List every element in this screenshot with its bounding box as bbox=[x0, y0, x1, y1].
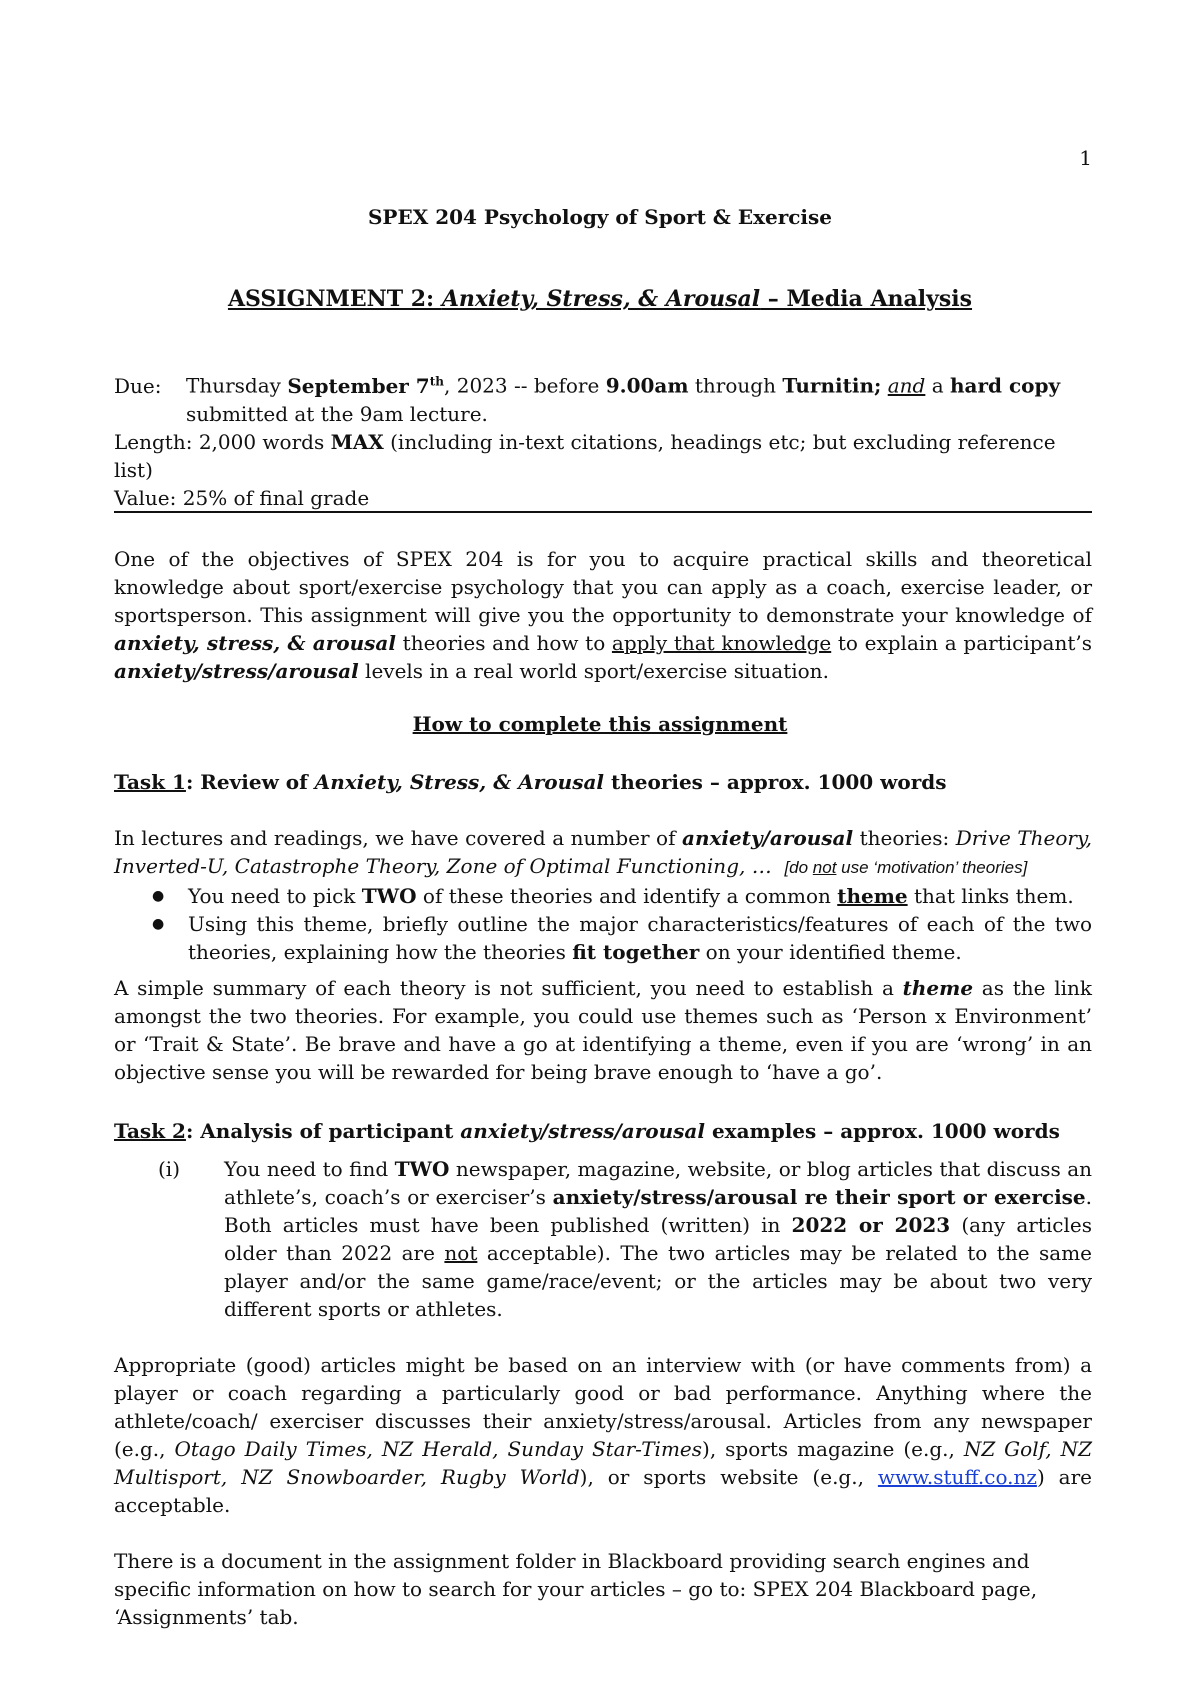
item-h: acceptable). The two articles may be related to the same player and/or the same game/race/event; or the articles may be about two very different sports or athletes. bbox=[224, 1241, 1092, 1321]
task1-note-not: not bbox=[812, 858, 837, 877]
item-c: newspaper, magazine, website, or blog articles that discuss an athlete’s, coach’s or exerciser’s bbox=[224, 1157, 1092, 1209]
bullet1-b: TWO bbox=[361, 884, 417, 908]
task2-p1-d: ) are acceptable. bbox=[114, 1465, 1092, 1517]
task2-paragraph-2: There is a document in the assignment folder in Blackboard providing search engines and specific information on how to search for your articles – go to: SPEX 204 Blackboard page, ‘Assignments’ tab. bbox=[114, 1549, 1038, 1629]
task1-paragraph-2 bbox=[114, 974, 1092, 1086]
task1-body bbox=[114, 824, 1092, 1086]
due-hardcopy: hard copy bbox=[949, 373, 1061, 398]
task1-p1-b: anxiety/arousal bbox=[682, 826, 854, 850]
task2-p1-c: ), or sports website (e.g., bbox=[579, 1465, 878, 1489]
course-title: SPEX 204 Psychology of Sport & Exercise bbox=[367, 205, 833, 229]
item-f: 2022 or 2023 bbox=[791, 1213, 951, 1237]
task1-p2-a: A simple summary of each theory is not sufficient, you need to establish a bbox=[114, 976, 903, 1000]
task1-bullet-1 bbox=[114, 882, 1092, 910]
how-to-heading: How to complete this assignment bbox=[412, 712, 788, 736]
assignment-title bbox=[0, 286, 1200, 312]
task1-p2-b: theme bbox=[902, 976, 974, 1000]
length-b: (including in-text citations, headings etc; but excluding reference list) bbox=[114, 429, 1056, 482]
due-line-2: submitted at the 9am lecture. bbox=[186, 401, 488, 426]
intro-bold-2: anxiety/stress/arousal bbox=[114, 659, 359, 683]
item-e: . Both articles must have been published (written) in bbox=[224, 1185, 1093, 1237]
intro-paragraph bbox=[114, 545, 1092, 685]
intro-underline: apply that knowledge bbox=[611, 631, 832, 655]
task1-note-a: [do bbox=[784, 858, 813, 877]
due-line bbox=[114, 367, 1092, 400]
task2-heading-italic: anxiety/stress/arousal bbox=[460, 1119, 705, 1143]
due-date-text: September 7 bbox=[287, 373, 430, 398]
intro-text-2: theories and how to bbox=[395, 631, 612, 655]
due-and: and bbox=[887, 373, 926, 398]
task1-heading bbox=[114, 768, 1092, 796]
title-prefix: ASSIGNMENT 2: bbox=[227, 286, 442, 312]
intro-bold-1: anxiety, stress, & arousal bbox=[114, 631, 396, 655]
due-day: Thursday bbox=[186, 373, 288, 398]
task2-heading-b: examples – approx. 1000 words bbox=[704, 1119, 1060, 1143]
task1-note bbox=[784, 858, 1027, 877]
stuff-website-link[interactable]: www.stuff.co.nz bbox=[877, 1465, 1037, 1489]
task1-paragraph-1 bbox=[114, 824, 1092, 882]
length-a: Length: 2,000 words bbox=[114, 429, 331, 454]
length-line bbox=[114, 428, 1092, 484]
item-b: TWO bbox=[394, 1157, 450, 1181]
due-date-sup: th bbox=[429, 374, 444, 388]
task2-p1-italic-2: NZ Golf, NZ Multisport, NZ Snowboarder, Rugby World bbox=[114, 1437, 1093, 1489]
task1-p1-a: In lectures and readings, we have covered a number of bbox=[114, 826, 682, 850]
intro-text-1: One of the objectives of SPEX 204 is for you to acquire practical skills and theoretical knowledge about sport/exercise psychology that you can apply as a coach, exercise leader, or sportsperson. This assignment will give you the opportunity to demonstrate your knowledge of bbox=[114, 547, 1092, 627]
intro-text-3: to explain a participant’s bbox=[831, 631, 1092, 655]
task1-bullet-2 bbox=[114, 910, 1092, 966]
task1-label: Task 1 bbox=[114, 770, 186, 794]
task1-note-b: use ‘motivation’ theories] bbox=[836, 858, 1028, 877]
assignment-details bbox=[114, 367, 1092, 512]
intro-text-4: levels in a real world sport/exercise situation. bbox=[358, 659, 829, 683]
bullet2-b: fit together bbox=[572, 940, 700, 964]
task2-item-1 bbox=[114, 1155, 1092, 1323]
task2-heading bbox=[114, 1117, 1092, 1145]
value-line: Value: 25% of final grade bbox=[114, 485, 370, 510]
task1-heading-b: theories – approx. 1000 words bbox=[604, 770, 947, 794]
title-suffix: – Media Analysis bbox=[760, 286, 973, 312]
task1-p1-c: theories: bbox=[853, 826, 956, 850]
horizontal-divider bbox=[114, 511, 1092, 513]
task1-p2-c: as the link amongst the two theories. For example, you could use themes such as ‘Person x Environment’ or ‘Trait & State’. Be brave and have a go at identifying a theme, even if you are ‘wrong’ in an objective sense you will be rewarded for being brave enough to ‘have a go’. bbox=[114, 976, 1092, 1084]
due-date bbox=[287, 374, 444, 398]
item-d: anxiety/stress/arousal re their sport or exercise bbox=[552, 1185, 1086, 1209]
bullet1-a: You need to pick bbox=[188, 884, 362, 908]
task2-heading-a: : Analysis of participant bbox=[185, 1119, 461, 1143]
item-a: You need to find bbox=[224, 1157, 395, 1181]
task1-bullet-list bbox=[114, 882, 1092, 966]
task2-p1-b: ), sports magazine (e.g., bbox=[702, 1437, 964, 1461]
due-a: a bbox=[925, 373, 950, 398]
due-turnitin: Turnitin; bbox=[782, 373, 882, 398]
task2-item-number: (i) bbox=[158, 1157, 181, 1181]
bullet1-d: theme bbox=[837, 884, 908, 908]
task1-heading-a: : Review of bbox=[185, 770, 315, 794]
due-year: , 2023 -- before bbox=[444, 373, 606, 398]
bullet2-c: on your identified theme. bbox=[699, 940, 962, 964]
task1-p1-italic: Drive Theory, Inverted-U, Catastrophe Theory, Zone of Optimal Functioning, … bbox=[114, 826, 1092, 878]
bullet2-a: Using this theme, briefly outline the major characteristics/features of each of the two theories, explaining how the theories bbox=[188, 912, 1092, 964]
bullet1-e: that links them. bbox=[907, 884, 1074, 908]
item-g: (any articles older than 2022 are bbox=[224, 1213, 1092, 1265]
task2-body bbox=[114, 1155, 1092, 1631]
due-through: through bbox=[688, 373, 783, 398]
item-not: not bbox=[444, 1241, 478, 1265]
due-label: Due: bbox=[114, 373, 162, 398]
task2-paragraph-1 bbox=[114, 1351, 1092, 1519]
task2-label: Task 2 bbox=[114, 1119, 186, 1143]
bullet1-c: of these theories and identify a common bbox=[416, 884, 838, 908]
due-time: 9.00am bbox=[605, 373, 689, 398]
title-italic: Anxiety, Stress, & Arousal bbox=[441, 286, 761, 312]
length-max: MAX bbox=[330, 429, 384, 454]
page-number: 1 bbox=[1079, 146, 1092, 170]
task2-p1-italic-1: Otago Daily Times, NZ Herald, Sunday Star-Times bbox=[174, 1437, 703, 1461]
task2-p1-a: Appropriate (good) articles might be based on an interview with (or have comments from) a player or coach regarding a particularly good or bad performance. Anything where the athlete/coach/ exerciser discusses their anxiety/stress/arousal. Articles from any newspaper (e.g., bbox=[114, 1353, 1092, 1461]
task1-heading-italic: Anxiety, Stress, & Arousal bbox=[314, 770, 605, 794]
